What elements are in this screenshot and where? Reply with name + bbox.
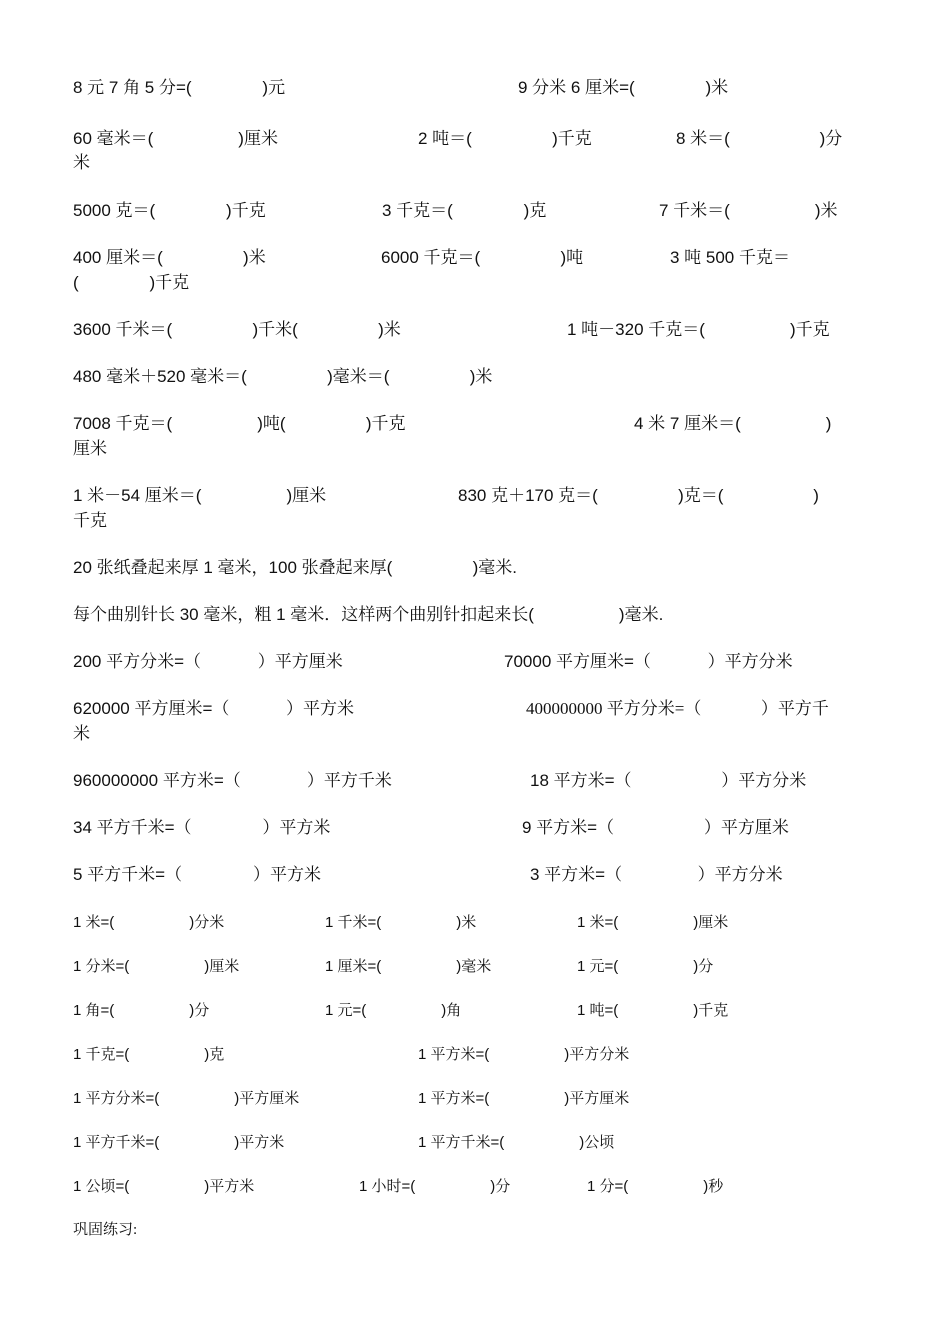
item-g-sum-wrap: 千克 xyxy=(73,511,107,530)
item-yuan-fen: 1 元=( )分 xyxy=(577,958,714,975)
item-sqm-to-sqcm: 9 平方米=（ ）平方厘米 xyxy=(522,818,789,837)
item-hour-minute: 1 小时=( )分 xyxy=(359,1178,511,1195)
item-minute-second: 1 分=( )秒 xyxy=(587,1178,724,1195)
item-sqm-to-sqdm: 18 平方米=（ ）平方分米 xyxy=(530,771,807,790)
item-g-sum: 830 克＋170 克＝( )克＝( ) xyxy=(458,486,819,505)
item-sqkm-to-sqm-2: 5 平方千米=（ ）平方米 xyxy=(73,865,321,884)
item-m-minus-cm: 1 米－54 厘米＝( )厘米 xyxy=(73,486,327,505)
item-decimeter-conversion: 9 分米 6 厘米=( )米 xyxy=(518,78,729,97)
item-sqm-sqdm: 1 平方米=( )平方分米 xyxy=(418,1046,630,1063)
item-sqdm-sqcm: 1 平方分米=( )平方厘米 xyxy=(73,1090,300,1107)
item-m-cm: 1 米=( )厘米 xyxy=(577,914,729,931)
item-sqm-to-sqkm: 960000000 平方米=（ ）平方千米 xyxy=(73,771,392,790)
item-sqdm-to-sqkm: 400000000 平方分米=（ ）平方千 xyxy=(526,699,829,718)
item-hectare-sqm: 1 公顷=( )平方米 xyxy=(73,1178,255,1195)
item-ton-to-kg: 2 吨＝( )千克 xyxy=(418,129,592,148)
item-g-to-kg: 5000 克＝( )千克 xyxy=(73,201,266,220)
item-kg-to-g: 3 千克＝( )克 xyxy=(382,201,547,220)
item-sqdm-to-sqkm-wrap: 米 xyxy=(73,724,90,743)
item-paperclip-length: 每个曲别针长 30 毫米，粗 1 毫米．这样两个曲别针扣起来长( )毫米. xyxy=(73,605,664,624)
item-sqkm-sqm: 1 平方千米=( )平方米 xyxy=(73,1134,285,1151)
item-m-to-dm: 8 米＝( )分 xyxy=(676,129,843,148)
item-kg-to-ton: 6000 千克＝( )吨 xyxy=(381,248,584,267)
item-ton-minus-kg: 1 吨－320 千克＝( )千克 xyxy=(567,320,830,339)
item-kg-split: 7008 千克＝( )吨( )千克 xyxy=(73,414,406,433)
item-cm-to-m: 400 厘米＝( )米 xyxy=(73,248,266,267)
item-sqcm-to-sqdm: 70000 平方厘米=（ ）平方分米 xyxy=(504,652,793,671)
item-mm-to-cm: 60 毫米＝( )厘米 xyxy=(73,129,278,148)
item-km-m: 1 千米=( )米 xyxy=(325,914,477,931)
item-kg-g: 1 千克=( )克 xyxy=(73,1046,225,1063)
section-heading-practice: 巩固练习: xyxy=(73,1222,138,1238)
item-dm-cm: 1 分米=( )厘米 xyxy=(73,958,240,975)
item-cm-mm: 1 厘米=( )毫米 xyxy=(325,958,492,975)
item-ton-kg-to-kg-wrap: ( )千克 xyxy=(73,273,190,292)
item-m-cm-to-cm: 4 米 7 厘米＝( ) xyxy=(634,414,832,433)
item-yuan-conversion: 8 元 7 角 5 分=( )元 xyxy=(73,78,286,97)
item-m-dm: 1 米=( )分米 xyxy=(73,914,225,931)
item-sqkm-to-sqm: 34 平方千米=（ ）平方米 xyxy=(73,818,331,837)
item-sqkm-hectare: 1 平方千米=( )公顷 xyxy=(418,1134,615,1151)
item-paper-thickness: 20 张纸叠起来厚 1 毫米，100 张叠起来厚( )毫米. xyxy=(73,558,517,577)
item-mm-sum: 480 毫米＋520 毫米＝( )毫米＝( )米 xyxy=(73,367,493,386)
item-m-to-dm-wrap: 米 xyxy=(73,153,90,172)
item-sqm-to-sqdm-2: 3 平方米=（ ）平方分米 xyxy=(530,865,783,884)
item-km-to-m: 7 千米＝( )米 xyxy=(659,201,838,220)
item-sqdm-to-sqcm: 200 平方分米=（ ）平方厘米 xyxy=(73,652,343,671)
item-sqcm-to-sqm: 620000 平方厘米=（ ）平方米 xyxy=(73,699,355,718)
item-jiao-fen: 1 角=( )分 xyxy=(73,1002,210,1019)
item-sqm-sqcm: 1 平方米=( )平方厘米 xyxy=(418,1090,630,1107)
item-ton-kg-to-kg: 3 吨 500 千克＝ xyxy=(670,248,790,267)
item-yuan-jiao: 1 元=( )角 xyxy=(325,1002,462,1019)
item-m-cm-to-cm-wrap: 厘米 xyxy=(73,439,107,458)
item-ton-kg: 1 吨=( )千克 xyxy=(577,1002,729,1019)
item-km-split: 3600 千米＝( )千米( )米 xyxy=(73,320,401,339)
